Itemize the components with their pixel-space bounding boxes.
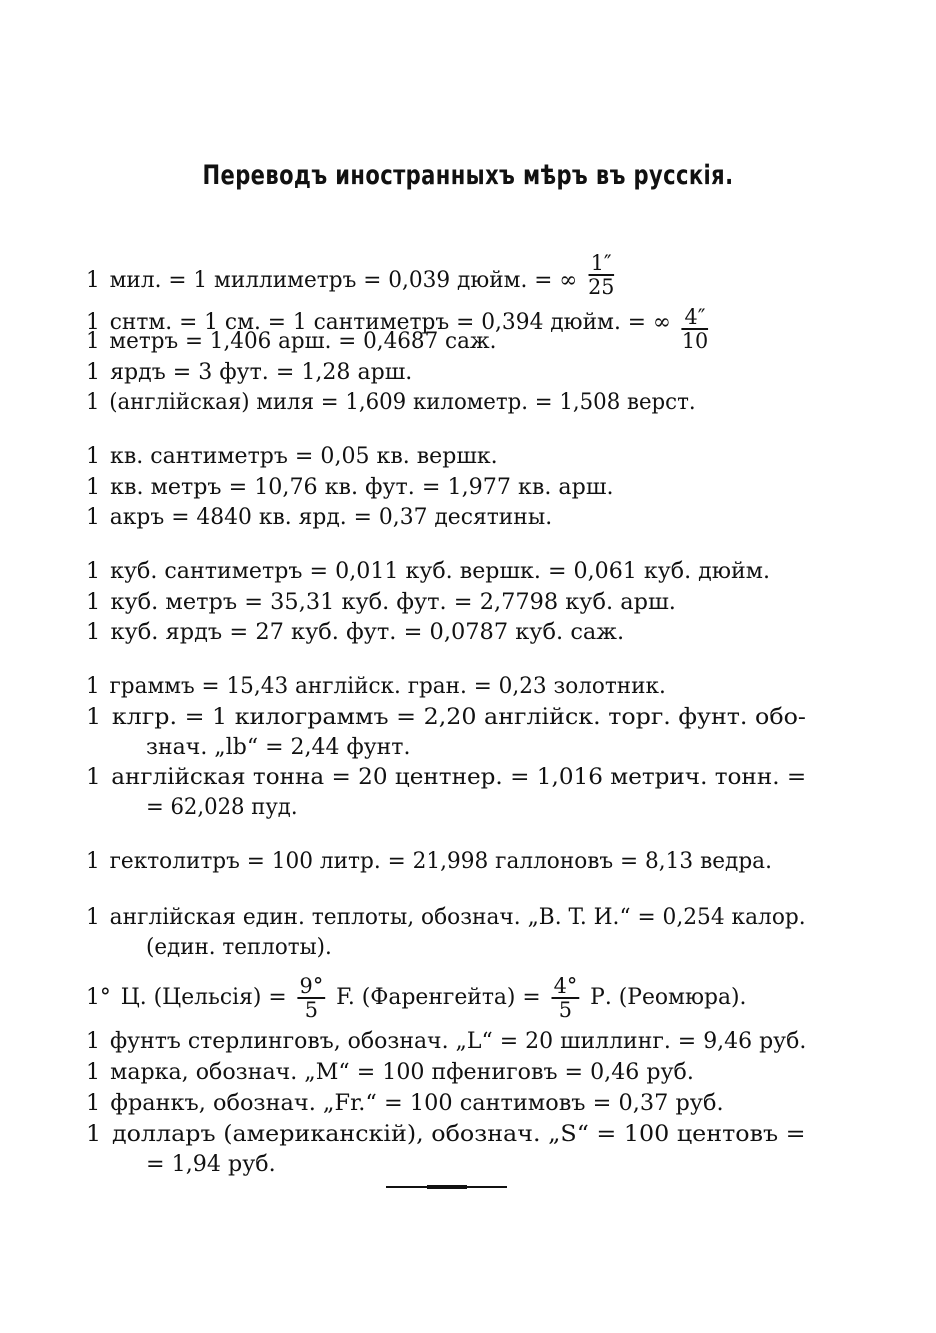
fraction [588, 252, 614, 298]
length-yard-line [86, 359, 412, 387]
currency-pound-line [86, 1028, 806, 1056]
weight-ton-continuation [146, 794, 298, 822]
line-number: 1 [86, 1122, 102, 1147]
line-text: кв. сантиметръ = 0,05 кв. вершк. [110, 444, 498, 469]
currency-dollar-line [86, 1121, 806, 1149]
line-number: 1 [86, 1091, 101, 1116]
fraction-numerator: 4″ [682, 306, 708, 330]
line-text: знач. „lb“ = 2,44 фунт. [146, 735, 411, 760]
heat-unit-continuation [146, 934, 332, 962]
line-number: 1 [86, 329, 100, 354]
fraction [552, 975, 580, 1021]
fraction-denominator: 25 [588, 275, 615, 299]
line-text: долларъ (американскій), обознач. „S“ = 100 центовъ = [111, 1122, 806, 1147]
line-text: мил. = 1 миллиметръ = 0,039 дюйм. = ∞ [109, 268, 578, 293]
line-text: гектолитръ = 100 литр. = 21,998 галлоновъ = 8,13 ведра. [109, 849, 772, 874]
line-text: (един. теплоты). [146, 935, 332, 960]
fraction-denominator: 10 [681, 329, 709, 353]
fraction-numerator: 1″ [588, 252, 614, 276]
fraction [682, 306, 708, 352]
volume-cu-centimeter-line [86, 558, 770, 586]
heat-unit-line [86, 904, 806, 932]
line-text: клгр. = 1 килограммъ = 2,20 англійск. торг. фунт. обо- [111, 705, 806, 730]
temperature-line [86, 975, 746, 1021]
line-number: 1 [86, 1060, 101, 1085]
line-text: F. (Фаренгейта) = [336, 985, 541, 1010]
line-number: 1 [86, 905, 100, 930]
weight-kilogram-line [86, 704, 806, 732]
length-mile-line [86, 389, 696, 417]
line-number: 1 [86, 360, 101, 385]
line-number: 1 [86, 620, 101, 645]
area-sq-centimeter-line [86, 443, 498, 471]
volume-hectoliter-line [86, 848, 772, 876]
line-text: куб. метръ = 35,31 куб. фут. = 2,7798 куб. арш. [110, 590, 676, 615]
currency-franc-line [86, 1090, 724, 1118]
line-text: = 1,94 руб. [146, 1152, 276, 1177]
line-number: 1 [86, 674, 100, 699]
line-text: марка, обознач. „M“ = 100 пфениговъ = 0,46 руб. [110, 1060, 694, 1085]
line-number: 1 [86, 559, 101, 584]
line-text: англійская един. теплоты, обознач. „B. T. И.“ = 0,254 калор. [109, 905, 806, 930]
closing-rule-center [427, 1185, 467, 1189]
area-acre-line [86, 504, 552, 532]
line-text: (англійская) миля = 1,609 километр. = 1,508 верст. [109, 390, 696, 415]
fraction [298, 975, 326, 1021]
fraction-numerator: 4° [553, 974, 578, 998]
line-text: куб. ярдъ = 27 куб. фут. = 0,0787 куб. саж. [110, 620, 625, 645]
line-text: кв. метръ = 10,76 кв. фут. = 1,977 кв. арш. [110, 475, 614, 500]
line-text: Р. (Реомюра). [590, 985, 747, 1010]
fraction-numerator: 9° [299, 974, 324, 998]
line-number: 1 [86, 475, 101, 500]
line-number: 1 [86, 268, 100, 293]
line-number: 1 [86, 590, 101, 615]
line-text: метръ = 1,406 арш. = 0,4687 саж. [109, 329, 497, 354]
currency-dollar-continuation [146, 1151, 276, 1179]
length-millimeter-line [86, 251, 618, 304]
line-number: 1 [86, 705, 102, 730]
line-text: франкъ, обознач. „Fr.“ = 100 сантимовъ = 0,37 руб. [110, 1091, 724, 1116]
line-number: 1 [86, 849, 100, 874]
line-number: 1 [86, 505, 100, 530]
line-number: 1 [86, 444, 101, 469]
line-number: 1 [86, 1029, 100, 1054]
line-text: = 62,028 пуд. [146, 795, 298, 820]
volume-cu-yard-line [86, 619, 624, 647]
line-number: 1 [86, 390, 100, 415]
line-text: акръ = 4840 кв. ярд. = 0,37 десятины. [109, 505, 553, 530]
line-text: куб. сантиметръ = 0,011 куб. вершк. = 0,061 куб. дюйм. [110, 559, 771, 584]
weight-gram-line [86, 673, 666, 701]
length-meter-line [86, 328, 496, 356]
line-text: Ц. (Цельсія) = [120, 985, 287, 1010]
currency-mark-line [86, 1059, 694, 1087]
line-number: 1 [86, 765, 101, 790]
line-text: снтм. = 1 см. = 1 сантиметръ = 0,394 дюйм. = ∞ [109, 310, 671, 335]
page-title: Переводъ иностранныхъ мѣръ въ русскія. [202, 160, 734, 191]
line-text: ярдъ = 3 фут. = 1,28 арш. [110, 360, 413, 385]
line-text: фунтъ стерлинговъ, обознач. „L“ = 20 шиллинг. = 9,46 руб. [109, 1029, 807, 1054]
line-number: 1 [86, 310, 100, 335]
fraction-denominator: 5 [304, 998, 319, 1022]
line-number: 1° [86, 985, 111, 1010]
line-text: англійская тонна = 20 центнер. = 1,016 метрич. тонн. = [111, 765, 807, 790]
weight-ton-line [86, 764, 806, 792]
volume-cu-meter-line [86, 589, 676, 617]
area-sq-meter-line [86, 474, 613, 502]
weight-kilogram-continuation [146, 734, 410, 762]
fraction-denominator: 5 [558, 998, 573, 1022]
line-text: граммъ = 15,43 англійск. гран. = 0,23 золотник. [109, 674, 666, 699]
